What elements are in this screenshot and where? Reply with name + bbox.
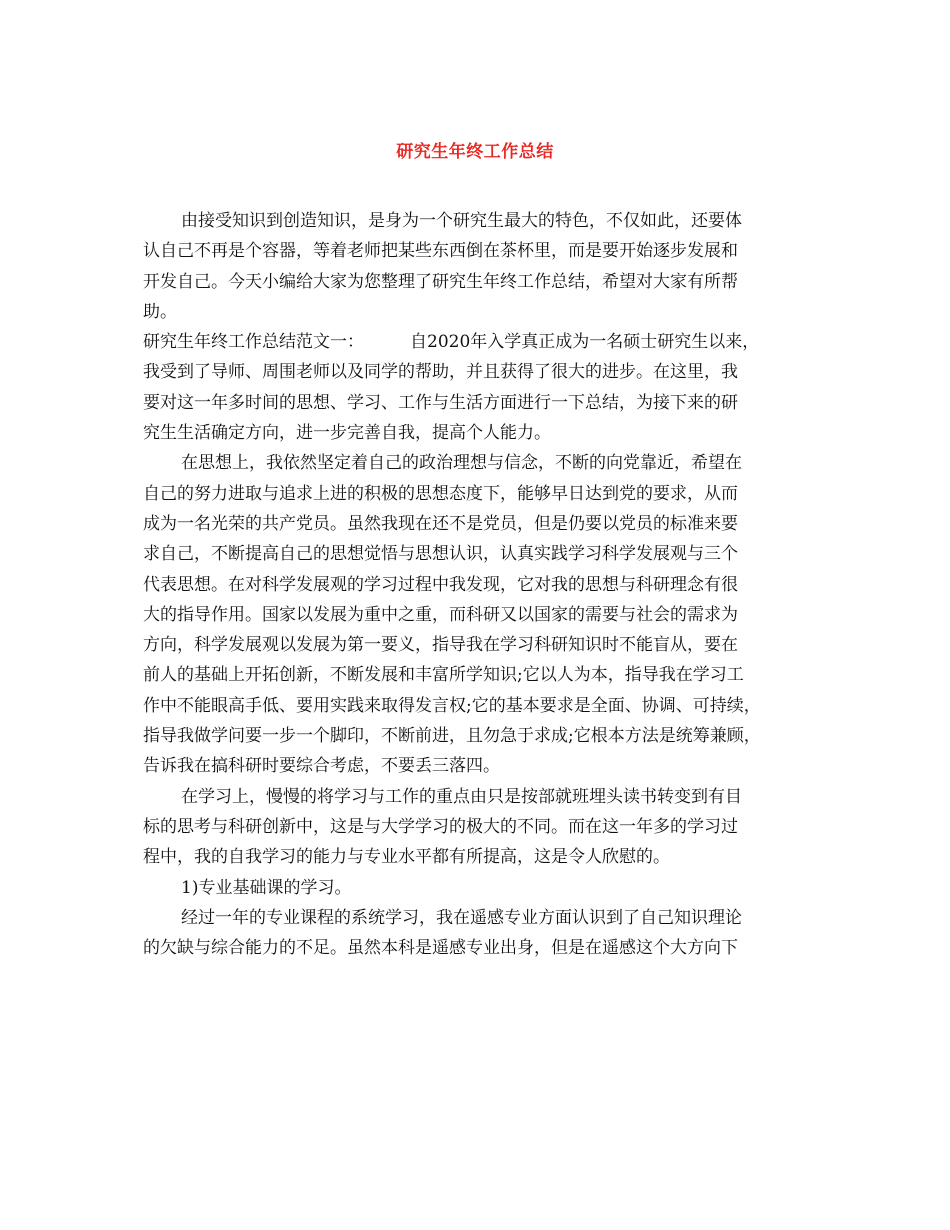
text-line: 开发自己。今天小编给大家为您整理了研究生年终工作总结，希望对大家有所帮 [143,271,738,292]
paragraph-thought [143,448,803,781]
text-line: 成为一名光荣的共产党员。虽然我现在还不是党员，但是仍要以党员的标准来要 [143,513,738,534]
text-line: 求自己，不断提高自己的思想觉悟与思想认识，认真实践学习科学发展观与三个 [143,544,738,565]
text-line: 在学习上，慢慢的将学习与工作的重点由只是按部就班埋头读书转变到有目 [181,786,742,807]
text-line: 认自己不再是个容器，等着老师把某些东西倒在茶杯里，而是要开始逐步发展和 [143,241,738,262]
text-line: 的欠缺与综合能力的不足。虽然本科是遥感专业出身，但是在遥感这个大方向下 [143,938,738,959]
text-line: 在思想上，我依然坚定着自己的政治理想与信念，不断的向党靠近，希望在 [181,453,742,474]
text-line: 代表思想。在对科学发展观的学习过程中我发现，它对我的思想与科研理念有很 [143,574,738,595]
paragraph-list-item [143,873,803,903]
text-line: 1)专业基础课的学习。 [181,877,352,898]
paragraph-sample-one [143,327,803,448]
paragraph-study [143,782,803,873]
text-line: 助。 [143,301,177,322]
document-title: 研究生年终工作总结 [396,142,554,162]
section-heading: 研究生年终工作总结范文一： [143,332,364,353]
text-line: 前人的基础上开拓创新，不断发展和丰富所学知识;它以人为本，指导我在学习工 [143,665,744,686]
text-line: 指导我做学问要一步一个脚印，不断前进，且勿急于求成;它根本方法是统筹兼顾， [143,726,761,747]
text-line: 方向，科学发展观以发展为第一要义，指导我在学习科研知识时不能盲从，要在 [143,635,738,656]
text-line: 告诉我在搞科研时要综合考虑，不要丢三落四。 [143,756,500,777]
text-line: 我受到了导师、周围老师以及同学的帮助，并且获得了很大的进步。在这里，我 [143,362,738,383]
text-line: 由接受知识到创造知识，是身为一个研究生最大的特色，不仅如此，还要体 [181,211,742,231]
section-heading-continuation: 自2020年入学真正成为一名硕士研究生以来， [410,332,760,353]
text-line: 程中，我的自我学习的能力与专业水平都有所提高，这是令人欣慰的。 [143,847,670,868]
paragraph-courses [143,903,803,964]
text-line: 究生生活确定方向，进一步完善自我，提高个人能力。 [143,423,551,444]
text-line: 经过一年的专业课程的系统学习，我在遥感专业方面认识到了自己知识理论 [181,907,742,928]
text-line: 标的思考与科研创新中，这是与大学学习的极大的不同。而在这一年多的学习过 [143,816,738,837]
text-line: 要对这一年多时间的思想、学习、工作与生活方面进行一下总结，为接下来的研 [143,392,738,413]
paragraph-intro [143,206,803,327]
text-line: 自己的努力进取与追求上进的积极的思想态度下，能够早日达到党的要求，从而 [143,483,738,504]
text-line: 作中不能眼高手低、要用实践来取得发言权;它的基本要求是全面、协调、可持续， [143,695,761,716]
document-body [143,206,803,963]
text-line [143,327,803,357]
text-line: 大的指导作用。国家以发展为重中之重，而科研又以国家的需要与社会的需求为 [143,604,738,625]
